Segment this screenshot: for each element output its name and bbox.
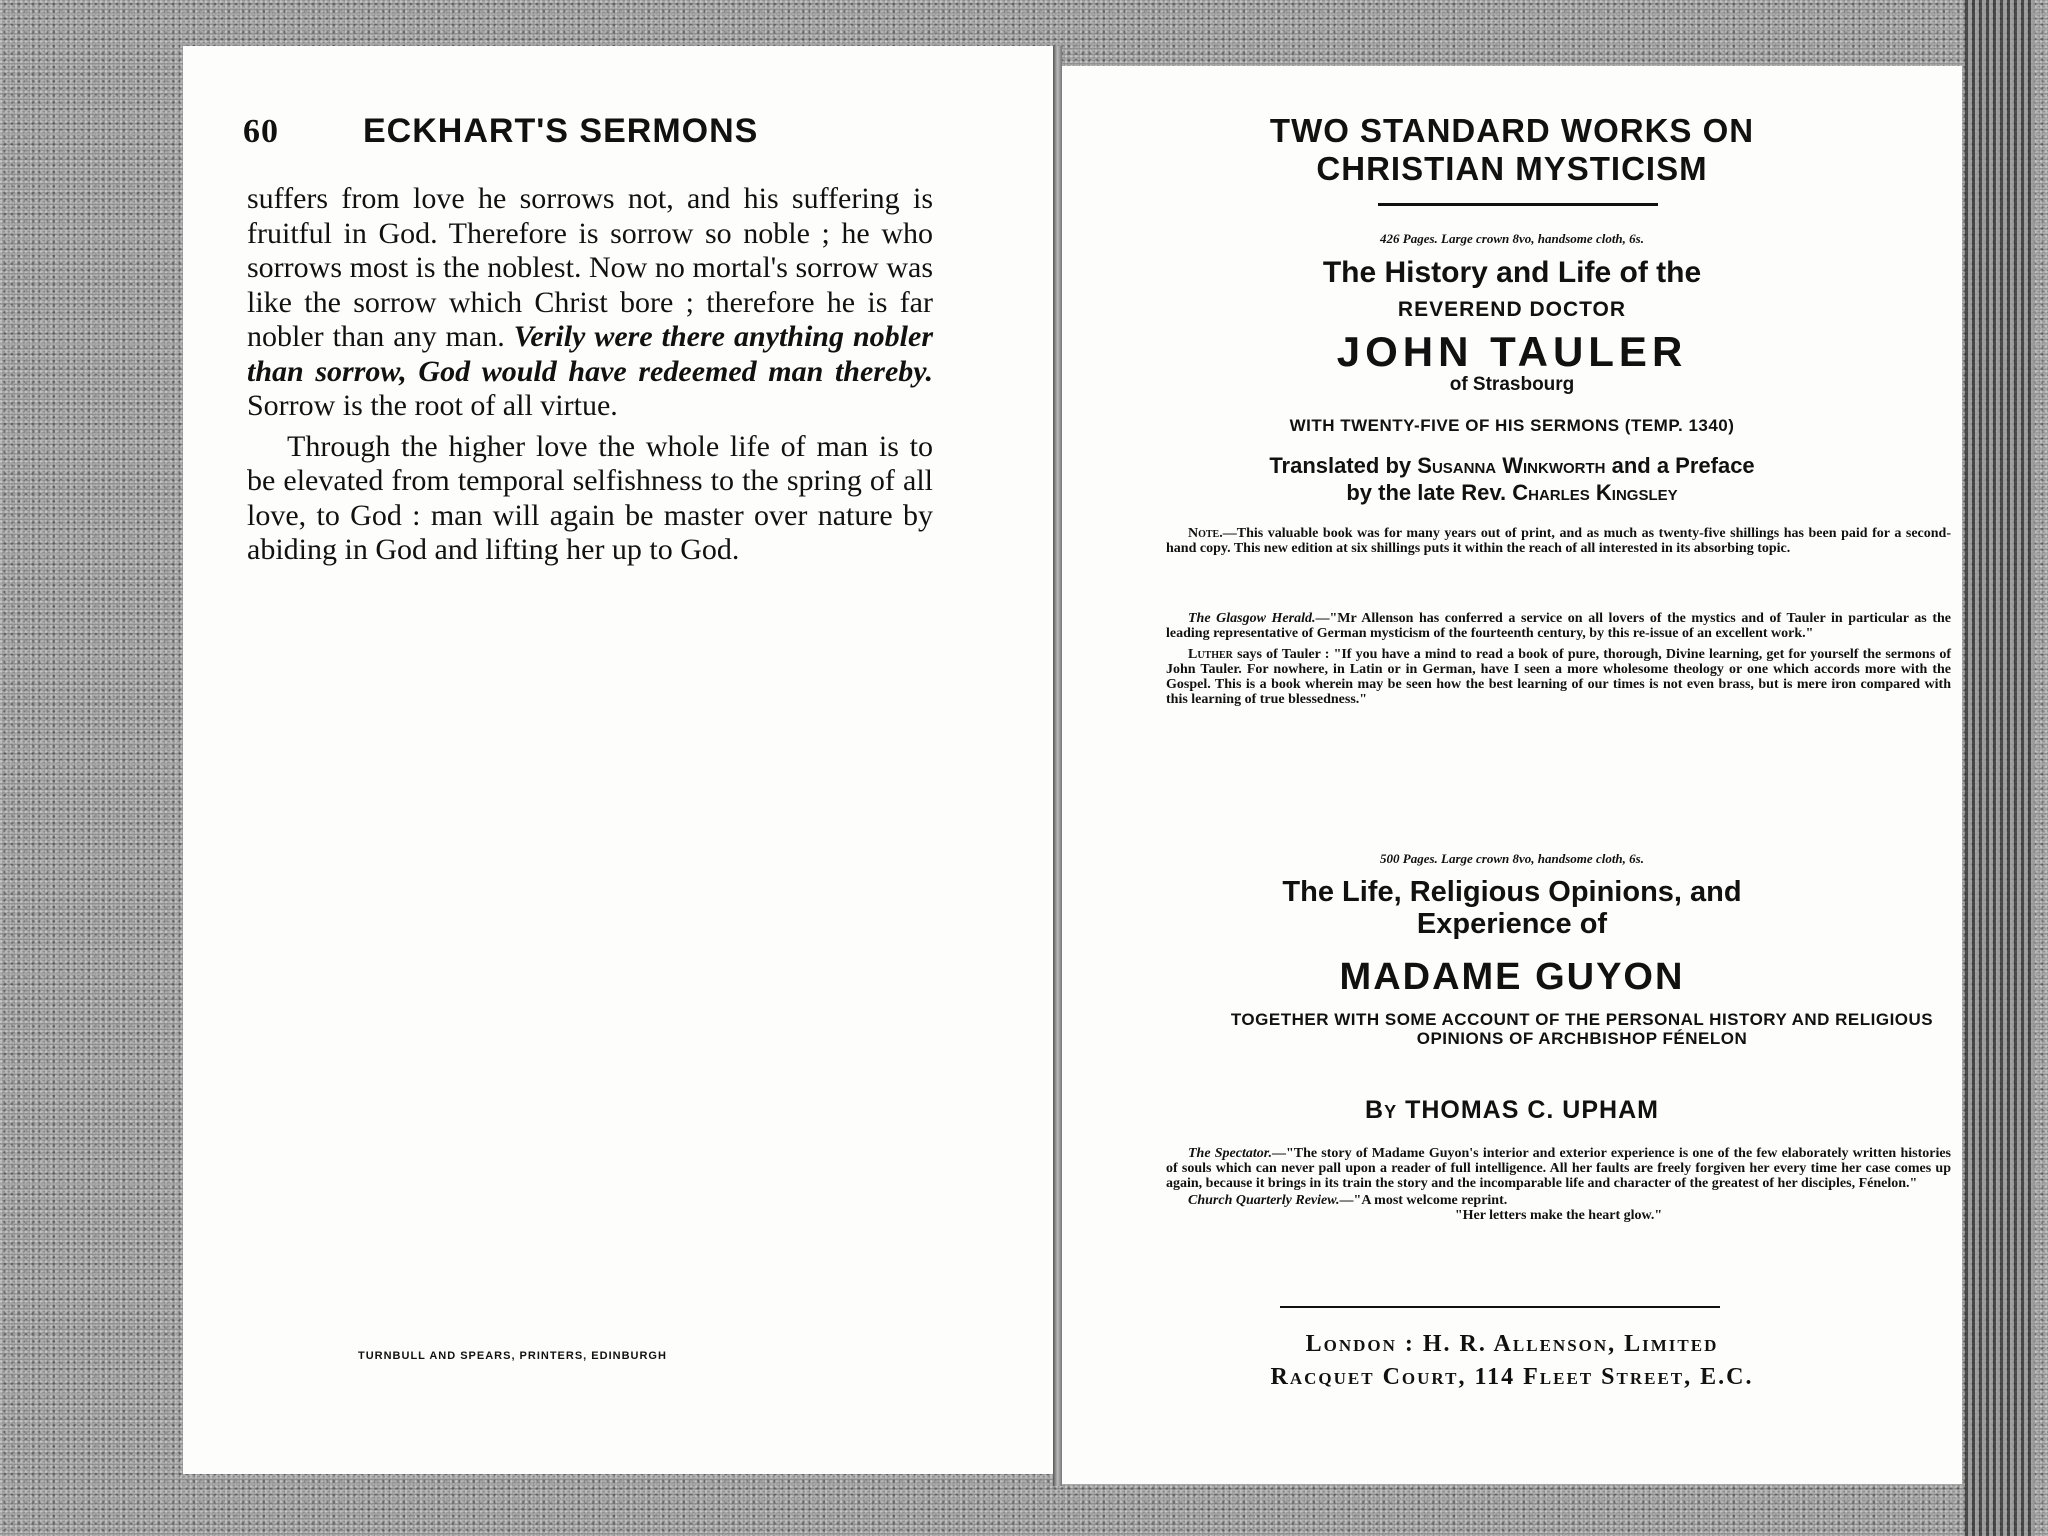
book1-location: of Strasbourg [1449, 374, 1575, 395]
book-spine [1053, 46, 1062, 1486]
review-spectator-text: —"The story of Madame Guyon's interior and exterior experience is one of the few elaborately written histories of souls which can never pall upon a reader of full intelligence. All her faults are freely forgiven her every time her case comes up again, because it brings in its train the story and the incomparable life and character of the greatest of her disciples, Fénelon." [1166, 1146, 1951, 1191]
running-head [243, 112, 963, 151]
book2-title-line-2: Experience of [1416, 908, 1608, 940]
publisher-line-2: Racquet Court, 114 Fleet Street, E.C. [1270, 1364, 1754, 1390]
paragraph-1-italic: Verily were there anything nobler than sorrow, God would have redeemed man thereby. [247, 320, 933, 388]
book2-title-line-1: The Life, Religious Opinions, and [1282, 876, 1742, 908]
book-edge [1965, 0, 2035, 1536]
luther-text: says of Tauler : "If you have a mind to read a book of pure, thorough, Divine learning, get for yourself the sermons of John Tauler. For nowhere, in Latin or in German, have I seen a more wholesome theology or one which accords more with the Gospel. This is a book wherein may be seen how the best learning of our times is not even brass, but is mere iron compared with this learning of true blessedness." [1166, 647, 1951, 707]
review-church-text: —"A most welcome reprint. [1339, 1193, 1508, 1208]
book1-subtitle: REVEREND DOCTOR [1397, 298, 1627, 321]
review-spectator-source: The Spectator. [1188, 1146, 1272, 1161]
book2-byline [1062, 1096, 1962, 1125]
advert-title [1062, 112, 1962, 188]
note-paragraph [1166, 526, 1951, 556]
left-page [183, 46, 1053, 1474]
review-spectator [1166, 1146, 1951, 1191]
running-head-title: ECKHART'S SERMONS [363, 112, 759, 150]
note-label: Note. [1188, 526, 1223, 541]
review-glasgow-source: The Glasgow Herald. [1188, 611, 1316, 626]
review-church [1166, 1193, 1951, 1208]
book1-with-sermons: WITH TWENTY-FIVE OF HIS SERMONS (TEMP. 1340) [1289, 416, 1735, 435]
book1-author: JOHN TAULER [1336, 328, 1688, 375]
page-number: 60 [243, 113, 279, 150]
translated-post: and a Preface [1605, 453, 1755, 478]
book2-title [1062, 876, 1962, 940]
translation-line [1062, 452, 1962, 479]
by-name: THOMAS C. UPHAM [1405, 1096, 1659, 1124]
translator: Susanna Winkworth [1417, 453, 1606, 478]
advert-title-line-2: CHRISTIAN MYSTICISM [1316, 150, 1708, 187]
advert-title-line-1: TWO STANDARD WORKS ON [1269, 112, 1755, 149]
review-glasgow-text: —"Mr Allenson has conferred a service on all lovers of the mystics and of Tauler in particular as the leading representative of German mysticism of the fourteenth century, by this re-issue of an excellent work." [1166, 611, 1951, 641]
translated-by: Translated by [1269, 453, 1418, 478]
paragraph-1-end: Sorrow is the root of all virtue. [247, 389, 618, 422]
note-text: —This valuable book was for many years out of print, and as much as twenty-five shillings has been paid for a second-hand copy. This new edition at six shillings puts it within the reach of all interested in its absorbing topic. [1166, 526, 1951, 556]
book1-note [1166, 526, 1951, 562]
body-text [247, 182, 933, 568]
luther-label: Luther [1188, 647, 1233, 662]
book1-translation [1062, 452, 1962, 506]
preface-author: Charles Kingsley [1512, 480, 1678, 505]
preface-pre: by the late Rev. [1346, 480, 1513, 505]
book1-meta: 426 Pages. Large crown 8vo, handsome cloth, 6s. [1380, 231, 1644, 246]
book1-title: The History and Life of the [1322, 256, 1702, 289]
by-label: By [1365, 1096, 1398, 1124]
book2-reviews [1166, 1146, 1951, 1229]
book2-meta: 500 Pages. Large crown 8vo, handsome cloth, 6s. [1380, 851, 1644, 866]
publisher-line-1: London : H. R. Allenson, Limited [1305, 1331, 1719, 1357]
printer-imprint: TURNBULL AND SPEARS, PRINTERS, EDINBURGH [358, 1350, 667, 1362]
book2-author: MADAME GUYON [1339, 956, 1685, 998]
preface-line [1062, 479, 1962, 506]
paragraph-1-text: suffers from love he sorrows not, and his suffering is fruitful in God. Therefore is sorrow so noble ; he who sorrows most is the noblest. Now no mortal's sorrow was like the sorrow which Christ bore ; therefore he is far nobler than any man. [247, 182, 933, 353]
title-rule [1378, 203, 1658, 206]
paragraph-1 [247, 182, 933, 424]
book1-reviews [1166, 611, 1951, 713]
paragraph-2: Through the higher love the whole life of man is to be elevated from temporal selfishness to the spring of all love, to God : man will again be master over nature by abiding in God and lifting her up to God. [247, 429, 933, 566]
footer-rule [1280, 1306, 1720, 1308]
review-church-source: Church Quarterly Review. [1188, 1193, 1340, 1208]
right-page [1062, 66, 1962, 1484]
book2-together: TOGETHER WITH SOME ACCOUNT OF THE PERSONAL HISTORY AND RELIGIOUS OPINIONS OF ARCHBISHOP FÉNELON [1230, 1010, 1934, 1048]
publisher [1062, 1328, 1962, 1394]
review-glasgow [1166, 611, 1951, 641]
review-church-line2: "Her letters make the heart glow." [1454, 1208, 1663, 1223]
review-luther [1166, 647, 1951, 707]
